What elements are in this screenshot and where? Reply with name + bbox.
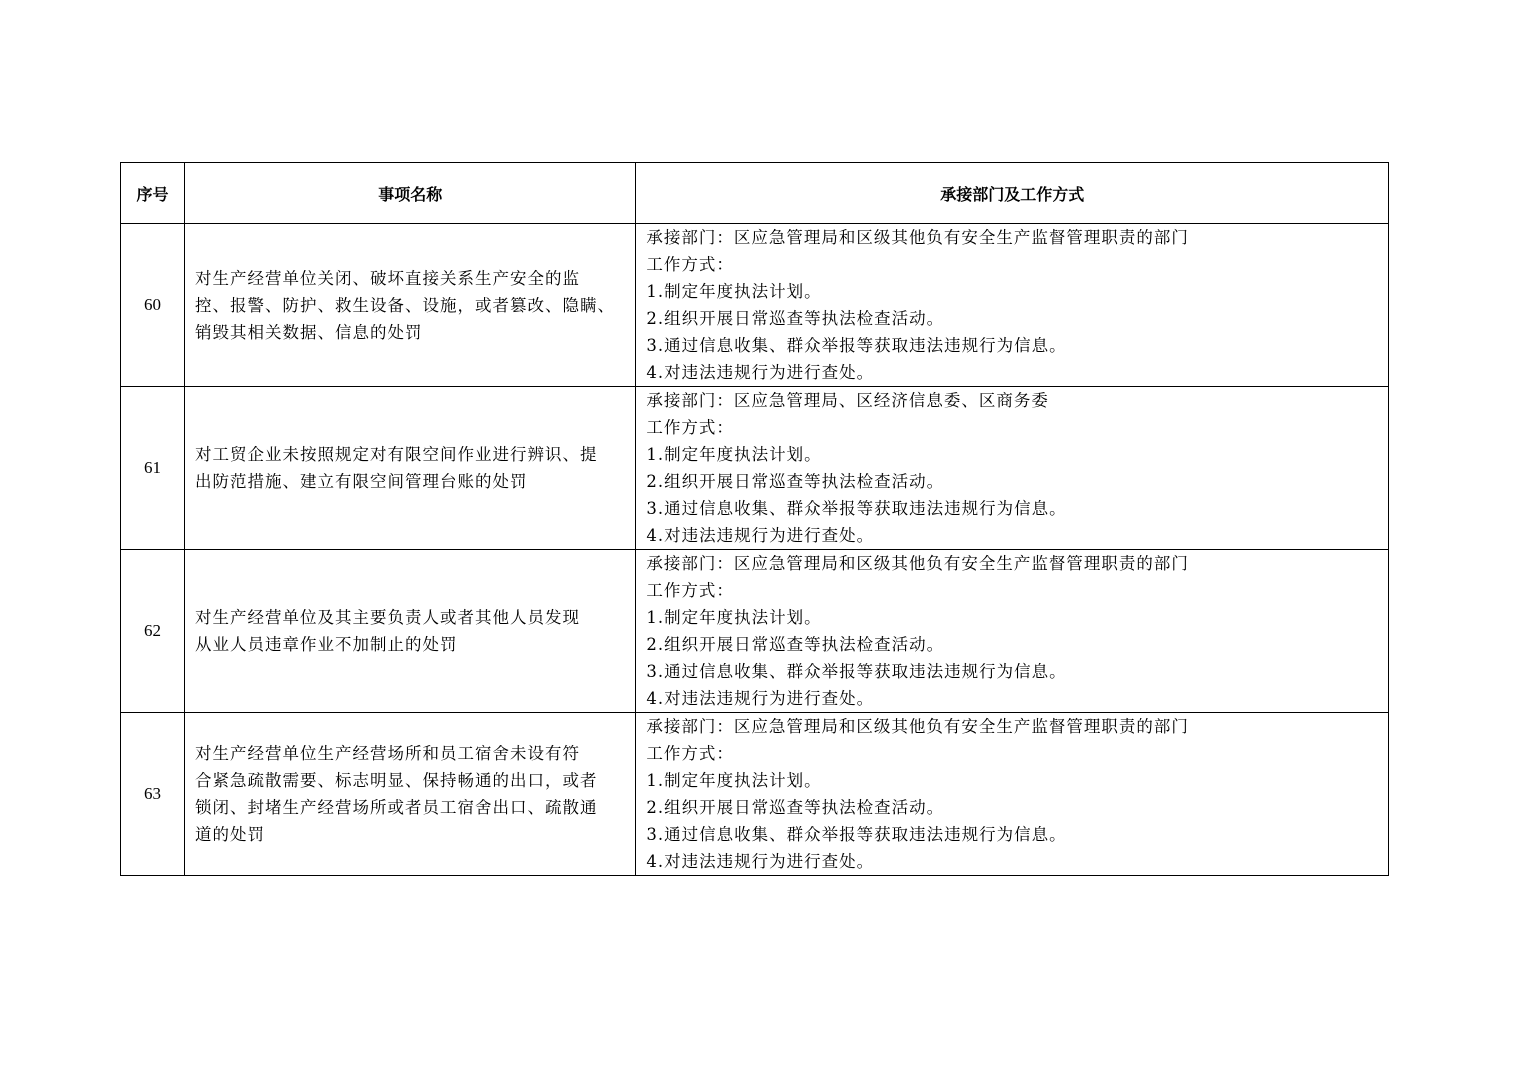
dept-method-line: 4.对违法违规行为进行查处。 [646, 689, 875, 708]
dept-method-line: 1.制定年度执法计划。 [646, 445, 822, 464]
row-dept-method [636, 224, 1389, 387]
row-matter-name [185, 550, 636, 713]
row-matter-name [185, 224, 636, 387]
matter-name-line: 控、报警、防护、救生设备、设施，或者篡改、隐瞒、 [195, 295, 616, 315]
row-seq-number: 63 [121, 713, 185, 876]
dept-method-line: 工作方式： [646, 255, 734, 274]
table-row [121, 713, 1389, 876]
dept-method-line: 4.对违法违规行为进行查处。 [646, 526, 875, 545]
dept-method-line: 3.通过信息收集、群众举报等获取违法违规行为信息。 [646, 825, 1067, 844]
table-row [121, 224, 1389, 387]
dept-method-line: 承接部门：区应急管理局、区经济信息委、区商务委 [646, 391, 1049, 410]
table-header-row [121, 163, 1389, 224]
dept-method-line: 2.组织开展日常巡查等执法检查活动。 [646, 472, 945, 491]
row-dept-method [636, 550, 1389, 713]
dept-method-line: 4.对违法违规行为进行查处。 [646, 363, 875, 382]
dept-method-line: 承接部门：区应急管理局和区级其他负有安全生产监督管理职责的部门 [646, 717, 1189, 736]
matters-table [120, 162, 1389, 876]
row-seq-number: 61 [121, 387, 185, 550]
dept-method-line: 3.通过信息收集、群众举报等获取违法违规行为信息。 [646, 336, 1067, 355]
dept-method-line: 工作方式： [646, 418, 734, 437]
dept-method-line: 1.制定年度执法计划。 [646, 608, 822, 627]
dept-method-line: 2.组织开展日常巡查等执法检查活动。 [646, 635, 945, 654]
matter-name-line: 锁闭、封堵生产经营场所或者员工宿舍出口、疏散通 [195, 798, 598, 817]
header-dept: 承接部门及工作方式 [636, 163, 1389, 224]
dept-method-line: 1.制定年度执法计划。 [646, 282, 822, 301]
dept-method-line: 3.通过信息收集、群众举报等获取违法违规行为信息。 [646, 499, 1067, 518]
matter-name-line: 对生产经营单位关闭、破坏直接关系生产安全的监 [195, 268, 581, 288]
row-seq-number: 60 [121, 224, 185, 387]
row-dept-method [636, 713, 1389, 876]
row-matter-name [185, 713, 636, 876]
matter-name-line: 道的处罚 [195, 825, 266, 844]
table-row [121, 550, 1389, 713]
header-name: 事项名称 [185, 163, 636, 224]
dept-method-line: 1.制定年度执法计划。 [646, 771, 822, 790]
row-seq-number: 62 [121, 550, 185, 713]
row-dept-method [636, 387, 1389, 550]
dept-method-line: 承接部门：区应急管理局和区级其他负有安全生产监督管理职责的部门 [646, 228, 1189, 247]
dept-method-line: 3.通过信息收集、群众举报等获取违法违规行为信息。 [646, 662, 1067, 681]
table-row [121, 387, 1389, 550]
table-body [121, 224, 1389, 876]
dept-method-line: 2.组织开展日常巡查等执法检查活动。 [646, 798, 945, 817]
dept-method-line: 承接部门：区应急管理局和区级其他负有安全生产监督管理职责的部门 [646, 554, 1189, 573]
dept-method-line: 4.对违法违规行为进行查处。 [646, 852, 875, 871]
matter-name-line: 对生产经营单位及其主要负责人或者其他人员发现 [195, 608, 581, 627]
matter-name-line: 出防范措施、建立有限空间管理台账的处罚 [195, 472, 528, 491]
matter-name-line: 对工贸企业未按照规定对有限空间作业进行辨识、提 [195, 445, 598, 464]
matter-name-line: 销毁其相关数据、信息的处罚 [195, 322, 423, 342]
row-matter-name [185, 387, 636, 550]
matter-name-line: 从业人员违章作业不加制止的处罚 [195, 635, 458, 654]
dept-method-line: 2.组织开展日常巡查等执法检查活动。 [646, 309, 945, 328]
header-seq: 序号 [121, 163, 185, 224]
matter-name-line: 对生产经营单位生产经营场所和员工宿舍未设有符 [195, 744, 581, 763]
dept-method-line: 工作方式： [646, 581, 734, 600]
dept-method-line: 工作方式： [646, 744, 734, 763]
matter-name-line: 合紧急疏散需要、标志明显、保持畅通的出口，或者 [195, 771, 598, 790]
